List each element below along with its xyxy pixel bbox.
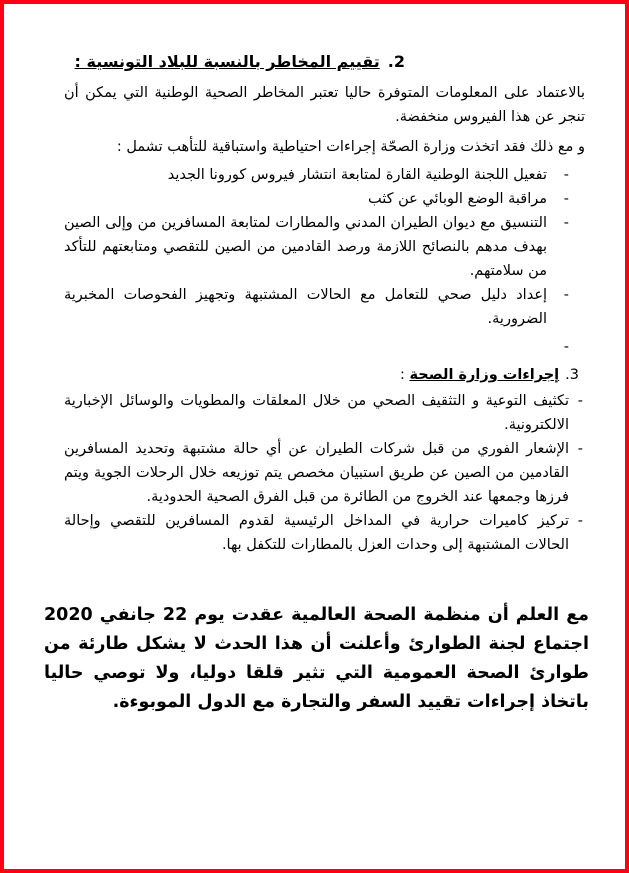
section-2-title: تقييم المخاطر بالنسبة للبلاد التونسية : [74, 52, 380, 71]
list-item [64, 389, 583, 437]
list-item [64, 437, 583, 509]
document-content [44, 52, 589, 735]
dash-bullet: - [563, 339, 569, 355]
list-item-text: التنسيق مع ديوان الطيران المدني والمطارات لمتابعة المسافرين من وإلى الصين بهدف مدهم بالنصائح اللازمة ورصد القادمين من الصين للتقصي ومتابعتهم للتأكد من سلامتهم. [64, 215, 547, 279]
list-item [64, 211, 569, 283]
section-3-title: إجراءات وزارة الصحة [409, 367, 560, 383]
list-item [64, 283, 569, 331]
list-item-text: الإشعار الفوري من قبل شركات الطيران عن أي حالة مشتبهة وتحديد المسافرين القادمين من الصين عن طريق استبيان مخصص يتم توزيعه خلال الرحلات الجوية ويتم فرزها وجمعها عند الخروج من الطائرة من قبل الفرق الصحية الحدودية. [64, 441, 569, 505]
section-2-heading [64, 52, 585, 71]
list-item-text: تفعيل اللجنة الوطنية القارة لمتابعة انتشار فيروس كورونا الجديد [167, 167, 547, 183]
list-item-text: إعداد دليل صحي للتعامل مع الحالات المشتبهة وتجهيز الفحوصات المخبرية الضرورية. [64, 287, 547, 327]
section-2-number: 2. [387, 52, 405, 71]
list-item-text: مراقبة الوضع الوبائي عن كثب [368, 191, 547, 207]
empty-list-item [64, 339, 585, 363]
list-item-text: تركيز كاميرات حرارية في المداخل الرئيسية لقدوم المسافرين للتقصي وإحالة الحالات المشتبهة إلى وحدات العزل بالمطارات للتكفل بها. [64, 513, 569, 553]
list-item [64, 509, 583, 557]
section-3-number: 3. [565, 367, 579, 383]
dash-bullet: - [563, 287, 569, 303]
section-3-list [64, 389, 585, 557]
dash-bullet: - [577, 441, 583, 457]
section-3-colon: : [400, 367, 410, 383]
dash-bullet: - [563, 215, 569, 231]
section-2-intro: و مع ذلك فقد اتخذت وزارة الصحّة إجراءات احتياطية واستباقية للتأهب تشمل : [116, 139, 585, 155]
dash-bullet: - [577, 513, 583, 529]
dash-bullet: - [577, 393, 583, 409]
list-item [64, 163, 569, 187]
dash-bullet: - [563, 191, 569, 207]
list-item [64, 187, 569, 211]
dash-bullet: - [563, 167, 569, 183]
section-2-paragraph: بالاعتماد على المعلومات المتوفرة حاليا تعتبر المخاطر الصحية الوطنية التي يمكن أن تنجر عن هذا الفيروس منخفضة. [64, 85, 585, 125]
section-2-list [64, 163, 585, 331]
section-3-heading [64, 363, 585, 387]
who-note: مع العلم أن منظمة الصحة العالمية عقدت يوم 22 جانفي 2020 اجتماع لجنة الطوارئ وأعلنت أن هذا الحدث لا يشكل طارئة من طوارئ الصحة العمومية التي تثير قلقا دوليا، ولا توصي حاليا باتخاذ إجراءات تقييد السفر والتجارة مع الدول الموبوءة. [44, 605, 589, 712]
list-item-text: تكثيف التوعية و التثقيف الصحي من خلال المعلقات والمطويات والوسائل الإخبارية الالكترونية. [64, 393, 569, 433]
